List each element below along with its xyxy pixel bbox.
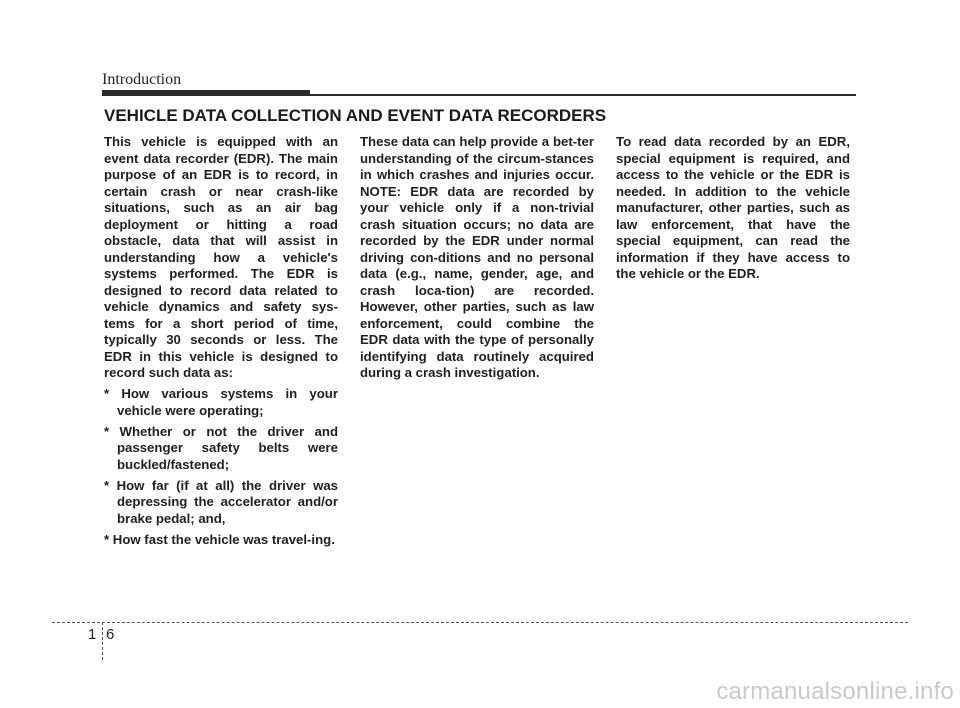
body-paragraph: These data can help provide a bet-ter understanding of the circum-stances in which crashes and injuries occur. NOTE: EDR data are recorded by your vehicle only if a non-trivial crash situation occurs; no data are recorded by the EDR under normal driving con-ditions and no personal data (e.g., name, gender, age, and crash loca-tion) are recorded. However, other parties, such as law enforcement, could combine the EDR data with the type of personally identifying data routinely acquired during a crash investigation. [360, 134, 594, 380]
column-3 [616, 134, 850, 287]
chapter-number: 1 [88, 626, 97, 643]
page-title: VEHICLE DATA COLLECTION AND EVENT DATA RECORDERS [104, 106, 607, 125]
footer-dashed-divider [102, 622, 103, 660]
page-number: 6 [106, 626, 115, 643]
bullet-item: * How various systems in your vehicle were operating; [104, 386, 338, 418]
bullet-item: * How fast the vehicle was travel-ing. [104, 531, 335, 547]
header-rule-thin [102, 94, 856, 96]
section-header: Introduction [102, 71, 182, 88]
column-2 [360, 134, 594, 386]
watermark: carmanualsonline.info [716, 678, 954, 705]
bullet-item: * Whether or not the driver and passenger safety belts were buckled/fastened; [104, 423, 338, 472]
intro-paragraph: This vehicle is equipped with an event data recorder (EDR). The main purpose of an EDR is to record, in certain crash or near crash-like situations, such as an air bag deployment or hitting a road obstacle, data that will assist in understanding how a vehicle's systems performed. The EDR is designed to record data related to vehicle dynamics and safety sys-tems for a short period of time, typically 30 seconds or less. The EDR in this vehicle is designed to record such data as: [104, 134, 338, 380]
footer-dashed-rule [52, 622, 908, 623]
column-1 [104, 134, 338, 553]
body-paragraph: To read data recorded by an EDR, special equipment is required, and access to the vehicle or the EDR is needed. In addition to the vehicle manufacturer, other parties, such as law enforcement, that have the special equipment, can read the information if they have access to the vehicle or the EDR. [616, 134, 850, 281]
bullet-item: * How far (if at all) the driver was depressing the accelerator and/or brake pedal; and, [104, 477, 338, 526]
